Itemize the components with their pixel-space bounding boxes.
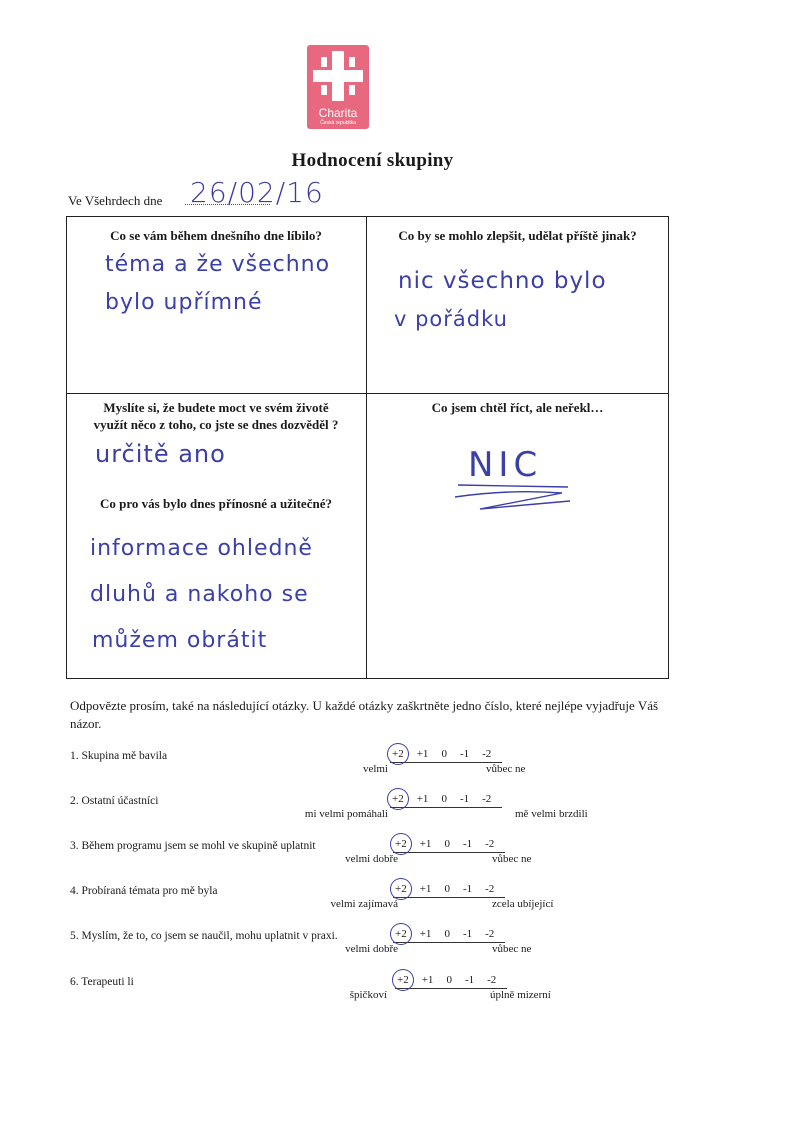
scale-option[interactable]: 0 [444,883,450,895]
rating-line [393,942,505,943]
rating-question: 6. Terapeuti li [70,976,134,988]
underline-scribble [450,475,580,520]
question-unsaid: Co jsem chtěl říct, ale neřekl… [431,400,604,415]
rating-label-negative: vůbec ne [486,763,526,775]
rating-scale[interactable] [397,974,509,986]
instructions-text: Odpovězte prosím, také na následující otázky. U každé otázky zaškrtněte jedno číslo, které nejlépe vyjadřuje Váš názor. [70,698,659,731]
rating-label-negative: úplně mizerní [490,989,551,1001]
rating-scale[interactable] [392,748,504,760]
scale-option[interactable]: -2 [485,928,495,940]
rating-label-negative: vůbec ne [492,853,532,865]
rating-question: 2. Ostatní účastníci [70,795,159,807]
rating-label-positive: velmi dobře [345,853,398,865]
table-divider-vertical [366,216,367,679]
answer-liked-line: téma a že všechno [105,252,331,277]
question-use-in-life-line: využít něco z toho, co jste se dnes dozvěděl ? [93,417,339,432]
scale-option[interactable]: 0 [446,974,452,986]
scale-option[interactable]: 0 [441,748,447,760]
scale-option[interactable]: -2 [485,838,495,850]
answer-improve-line: v pořádku [394,307,508,331]
selected-circle [390,833,412,855]
date-handwritten: 26/02/16 [190,176,324,209]
scale-option[interactable]: +1 [421,974,434,986]
scale-option[interactable]: -2 [482,793,492,805]
scale-option[interactable]: 0 [444,928,450,940]
scale-option[interactable]: -1 [459,748,470,760]
rating-label-positive: velmi dobře [345,943,398,955]
scale-option[interactable]: -1 [462,838,473,850]
answer-use-in-life: určitě ano [95,440,226,468]
question-use-in-life-line: Myslíte si, že budete moct ve svém životě [103,400,329,415]
logo-subtitle: Česká republika [320,120,356,126]
selected-circle [392,969,414,991]
rating-label-positive: mi velmi pomáhali [304,808,388,820]
rating-label-positive: špičkoví [349,989,387,1001]
rating-label-negative: vůbec ne [492,943,532,955]
scale-option[interactable]: +1 [419,928,432,940]
rating-label-positive: velmi zajímavá [330,898,398,910]
rating-question: 3. Během programu jsem se mohl ve skupině uplatnit [70,840,316,852]
page-title: Hodnocení skupiny [291,150,454,171]
place-label: Ve Všehrdech dne [68,193,163,208]
question-liked: Co se vám během dnešního dne líbilo? [110,228,322,243]
answer-improve-line: nic všechno bylo [398,268,607,294]
charita-logo [307,45,369,129]
rating-scale[interactable] [395,883,507,895]
answer-useful-line: dluhů a nakoho se [90,582,309,607]
charita-cross-icon [307,45,369,107]
question-improve: Co by se mohlo zlepšit, udělat příště jinak? [398,228,637,243]
scale-option[interactable]: +2 [392,748,404,760]
scale-option[interactable]: +1 [416,748,429,760]
answer-useful-line: můžem obrátit [92,628,268,653]
rating-label-negative: zcela ubíjející [492,898,554,910]
scale-option[interactable]: +1 [416,793,429,805]
logo-text: Charita [318,106,358,120]
rating-label-positive: velmi [362,763,388,775]
scale-option[interactable]: +2 [395,928,407,940]
scale-option[interactable]: +2 [395,883,407,895]
question-use-in-life [66,399,366,433]
rating-scale[interactable] [392,793,504,805]
scale-option[interactable]: -2 [482,748,492,760]
rating-scale[interactable] [395,928,507,940]
question-useful: Co pro vás bylo dnes přínosné a užitečné? [100,496,332,511]
scale-option[interactable]: +1 [419,883,432,895]
scale-option[interactable]: 0 [441,793,447,805]
scale-option[interactable]: -1 [462,883,473,895]
rating-question: 5. Myslím, že to, co jsem se naučil, mohu uplatnit v praxi. [70,930,338,942]
rating-line [390,807,502,808]
scale-option[interactable]: -1 [464,974,475,986]
selected-circle [387,788,409,810]
scale-option[interactable]: -1 [462,928,473,940]
answer-unsaid: NIC [468,445,543,485]
rating-question: 4. Probíraná témata pro mě byla [70,885,218,897]
scale-option[interactable]: -2 [485,883,495,895]
scale-option[interactable]: 0 [444,838,450,850]
selected-circle [387,743,409,765]
scale-option[interactable]: +2 [397,974,409,986]
rating-line [393,897,505,898]
selected-circle [390,923,412,945]
rating-scale[interactable] [395,838,507,850]
scale-option[interactable]: +1 [419,838,432,850]
rating-line [393,852,505,853]
answer-liked-line: bylo upřímné [105,290,263,315]
rating-question: 1. Skupina mě bavila [70,750,168,762]
rating-label-negative: mě velmi brzdili [515,808,588,820]
answer-useful-line: informace ohledně [90,536,313,561]
scale-option[interactable]: -2 [487,974,497,986]
table-divider-horizontal [66,393,669,394]
selected-circle [390,878,412,900]
scale-option[interactable]: +2 [395,838,407,850]
scale-option[interactable]: +2 [392,793,404,805]
scale-option[interactable]: -1 [459,793,470,805]
